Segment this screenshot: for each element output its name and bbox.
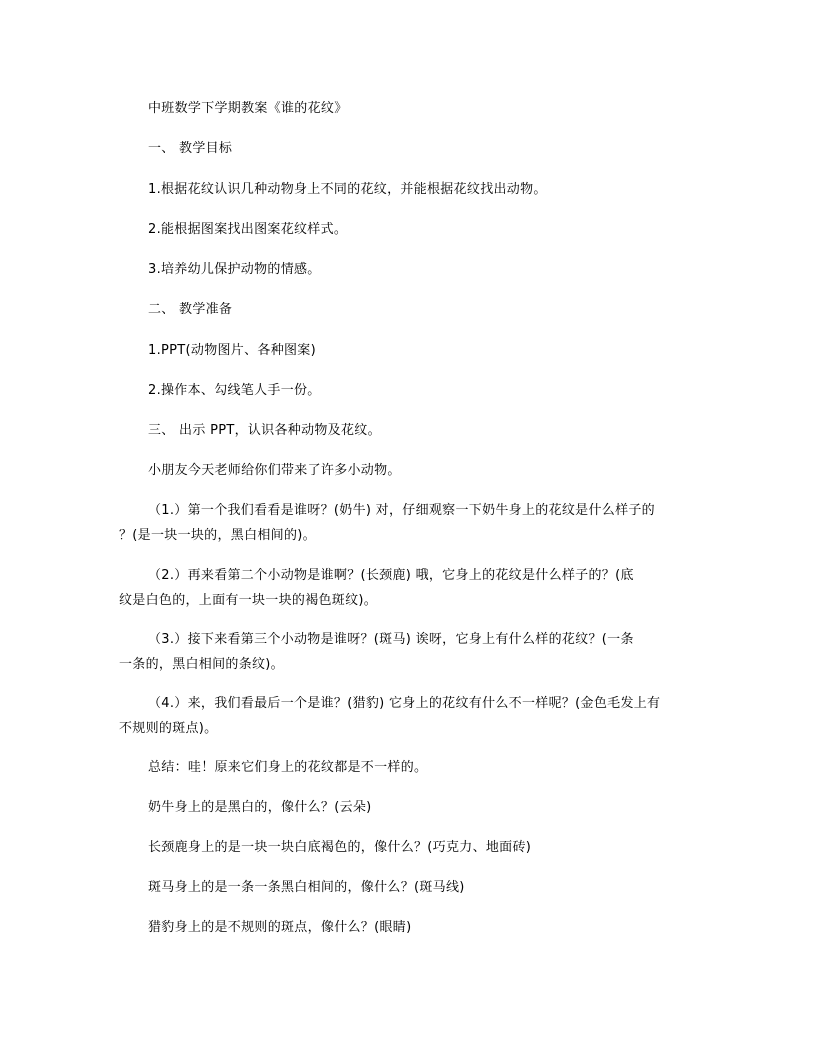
preparation-item: 1.PPT(动物图片、各种图案) [148, 343, 316, 358]
paragraph-line: （1.）第一个我们看看是谁呀？(奶牛) 对，仔细观察一下奶牛身上的花纹是什么样子的 [148, 503, 655, 518]
paragraph-line: 纹是白色的，上面有一块一块的褐色斑纹)。 [119, 593, 378, 608]
summary-text: 总结：哇！原来它们身上的花纹都是不一样的。 [148, 760, 428, 775]
document-title: 中班数学下学期教案《谁的花纹》 [148, 101, 348, 116]
paragraph-line: （2.）再来看第二个小动物是谁啊？(长颈鹿) 哦，它身上的花纹是什么样子的？(底 [148, 568, 634, 583]
comparison-item: 奶牛身上的是黑白的，像什么？(云朵) [148, 800, 372, 815]
paragraph-line: （3.）接下来看第三个小动物是谁呀？(斑马) 诶呀，它身上有什么样的花纹？(一条 [148, 632, 634, 647]
section-heading-preparation: 二、 教学准备 [148, 302, 233, 317]
paragraph-line: （4.）来，我们看最后一个是谁？(猎豹) 它身上的花纹有什么不一样呢？(金色毛发上有 [148, 696, 661, 711]
comparison-item: 猎豹身上的是不规则的斑点，像什么？(眼睛) [148, 920, 412, 935]
preparation-item: 2.操作本、勾线笔人手一份。 [148, 383, 321, 398]
paragraph-line: 一条的，黑白相间的条纹)。 [119, 657, 284, 672]
paragraph-line: ？(是一块一块的，黑白相间的)。 [119, 528, 316, 543]
comparison-item: 斑马身上的是一条一条黑白相间的，像什么？(斑马线) [148, 880, 465, 895]
goal-item: 2.能根据图案找出图案花纹样式。 [148, 222, 348, 237]
paragraph-line: 不规则的斑点)。 [119, 721, 218, 736]
section-heading-goals: 一、 教学目标 [148, 141, 233, 156]
goal-item: 3.培养幼儿保护动物的情感。 [148, 262, 321, 277]
activity-intro: 小朋友今天老师给你们带来了许多小动物。 [148, 463, 401, 478]
section-heading-activity: 三、 出示 PPT，认识各种动物及花纹。 [148, 423, 381, 438]
goal-item: 1.根据花纹认识几种动物身上不同的花纹，并能根据花纹找出动物。 [148, 182, 547, 197]
comparison-item: 长颈鹿身上的是一块一块白底褐色的，像什么？(巧克力、地面砖) [148, 840, 532, 855]
